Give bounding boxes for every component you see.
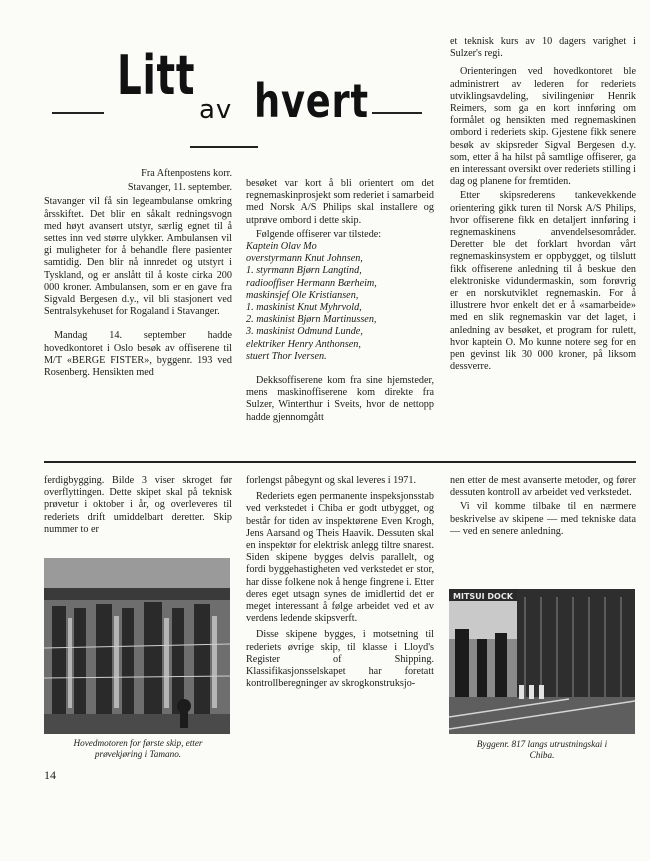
engine-photo-image bbox=[44, 558, 230, 734]
closing-paragraph: Vi vil komme tilbake til en nærmere beskrivelse av skipene — med tekniske data — ved en senere anledning. bbox=[450, 501, 636, 537]
engine-photo bbox=[44, 558, 230, 734]
officers-intro: Følgende offiserer var tilstede: bbox=[256, 228, 382, 240]
officers-list bbox=[246, 241, 434, 363]
headline-word-av: av bbox=[199, 95, 233, 125]
page-number: 14 bbox=[44, 768, 56, 782]
source-credit: Fra Aftenpostens korr. bbox=[141, 168, 232, 179]
headline-word-hvert: hvert bbox=[254, 74, 369, 128]
officer-item: radiooffiser Hermann Bærheim, bbox=[246, 277, 377, 289]
headline-underline bbox=[190, 146, 258, 148]
headline-rule-right bbox=[372, 112, 422, 114]
section-divider bbox=[44, 461, 636, 463]
visit-paragraph: Mandag 14. september hadde hovedkontoret i Oslo besøk av offiserene til M/T «BERGE FISTER», byggenr. 193 ved Rosenberg. Hensikten med bbox=[44, 330, 232, 379]
methods-paragraph: nen etter de mest avanserte metoder, og fører dessuten kontroll av arbeidet ved verkstedet. bbox=[450, 475, 636, 499]
headline-word-litt: Litt bbox=[117, 44, 196, 107]
officer-item: 2. maskinist Bjørn Martinussen, bbox=[246, 314, 377, 326]
officer-item: stuert Thor Iversen. bbox=[246, 350, 327, 362]
officer-item: Kaptein Olav Mo bbox=[246, 241, 317, 253]
visit-purpose-paragraph: besøket var kort å bli orientert om det regnemaskinprosjekt som rederiet i samarbeid med Norsk A/S Philips skal installere og utprøve ombord i dette skip. bbox=[246, 178, 434, 226]
upper-column-2 bbox=[246, 178, 434, 424]
orientation-paragraph: Orienteringen ved hovedkontoret ble administrert av lederen for rederiets utviklingsavdeling, sivilingeniør Henrik Reimers, som ga en kort innføring om formålet og hensikten med regnemaskinen ombord i rederiets skip. Gjestene fikk senere besøk av skipsreder Sigval Bergesen d.y. som, etter å ha hilst på samtlige offiserer, ga en interessant oversikt over rederiets stilling i dag og planene for fremtiden. bbox=[450, 66, 636, 188]
classification-paragraph: Disse skipene bygges, i motsetning til rederiets øvrige skip, til klasse i Lloyd's Register of Shipping. Klassifikasjonsselskapet har foretatt kontrollberegninger av skrogkonstruksjo- bbox=[246, 629, 434, 690]
headline-rule-left bbox=[52, 112, 104, 114]
officer-item: maskinsjef Ole Kristiansen, bbox=[246, 289, 359, 301]
officer-item: overstyrmann Knut Johnsen, bbox=[246, 253, 363, 265]
lower-column-3 bbox=[450, 475, 636, 538]
inspection-paragraph: Rederiets egen permanente inspeksjonsstab ved verkstedet i Chiba er godt utbygget, og består for tiden av inspektørene Even Krogh, Jens Aarsand og Theis Haavik. Dessuten skal en inspektør for elektrisk anlegg tiltre snarest. Siden skipene bygges delvis parallelt, og fordi byggehastigheten ved verkstedet er stor, har disse folkene nok å henge fingrene i. Etter deres eget utsagn synes de imidlertid det er meget interessant å følge arbeidet ved et av verdens ledende skipsverft. bbox=[246, 491, 434, 625]
officer-item: 1. styrmann Bjørn Langtind, bbox=[246, 265, 362, 277]
officer-item: elektriker Henry Anthonsen, bbox=[246, 338, 361, 350]
dock-sign-text: MITSUI DOCK bbox=[453, 592, 513, 601]
philips-paragraph: Etter skipsrederens tankevekkende orientering gikk turen til Norsk A/S Philips, hvor offiserene fikk en detaljert innføring i regnemaskinens anvendelsesområder. Deretter ble det forklart hvordan vårt regnemaskinsystem er oppbygget, og tilslutt fikk offiserene anledning til å beskue den elektroniske vidundermaskin, som forøvrig er en norskutviklet regnemaskin. For å illustrere hvor enkelt det er å «samarbeide» med en slik regnemaskin var det laget, i anledning av besøket, et program for rulett, hvor kaptein O. Mo kunne notere seg for en pen gevinst lik 30 000 kroner, på liksom dessverre. bbox=[450, 190, 636, 373]
shipyard-photo-caption: Byggenr. 817 langs utrustningskai i Chiba. bbox=[476, 739, 608, 760]
engine-photo-caption: Hovedmotoren for første skip, etter prøvekjøring i Tamano. bbox=[73, 738, 203, 759]
shipyard-photo bbox=[449, 589, 635, 734]
shipyard-photo-image bbox=[449, 589, 635, 734]
dateline: Stavanger, 11. september. bbox=[127, 182, 232, 194]
upper-column-1 bbox=[44, 168, 232, 379]
officer-item: 1. maskinist Knut Myhrvold, bbox=[246, 302, 362, 314]
upper-column-3 bbox=[450, 36, 636, 373]
lower-column-2 bbox=[246, 475, 434, 690]
delivery-paragraph: forlengst påbegynt og skal leveres i 1971. bbox=[246, 475, 417, 486]
course-paragraph: et teknisk kurs av 10 dagers varighet i Sulzer's regi. bbox=[450, 36, 636, 60]
hull-paragraph: ferdigbygging. Bilde 3 viser skroget før overflyttingen. Dette skipet skal på teknisk prøvetur i oktober i år, og overleveres til rederiets drift umiddelbart deretter. Skip nummer to er bbox=[44, 475, 232, 535]
officer-travel-paragraph: Dekksoffiserene kom fra sine hjemsteder, mens maskinoffiserene kom direkte fra Sulzer, Winterthur i Sveits, hvor de nettopp hadde gjennomgått bbox=[246, 375, 434, 423]
lower-column-1 bbox=[44, 475, 232, 536]
officer-item: 3. maskinist Odmund Lunde, bbox=[246, 326, 363, 338]
ambulance-paragraph: Stavanger vil få sin legeambulanse omkring årsskiftet. Det blir en såkalt redningsvogn med høyt avansert utstyr, særlig egnet til å settes inn ved større ulykker. Ambulansen vil gi muligheter for å behandle flere pasienter samtidig. Den blir nå innredet og utstyrt i Tyskland, og er anslått til å koste cirka 200 000 kroner. Ambulansen, som er en gave fra Sigvald Bergesen d.y., vil bli stasjonert ved Sentralsykehuset for Rogaland i Stavanger. bbox=[44, 196, 232, 318]
